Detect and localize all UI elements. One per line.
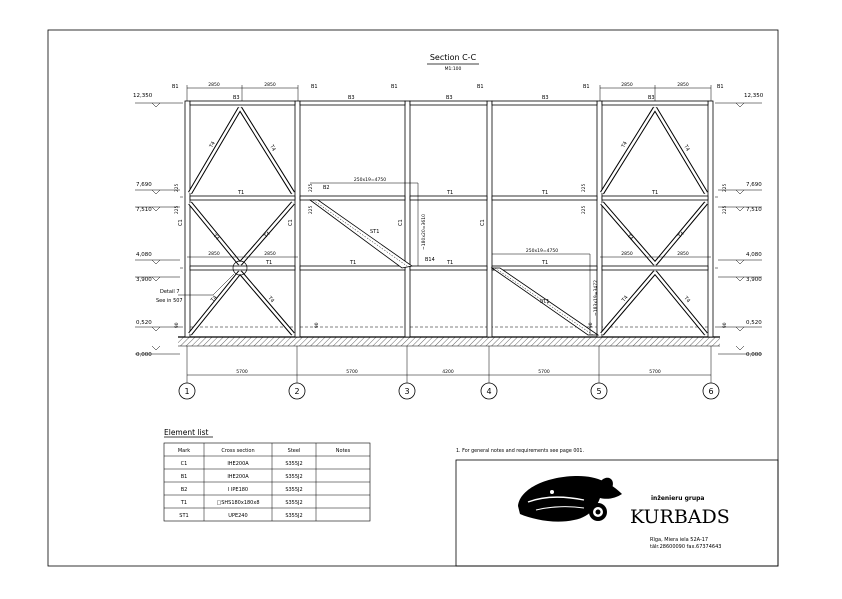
dim-label: 2850 xyxy=(208,252,220,257)
mark-t4: T4 xyxy=(209,294,219,304)
mark-t1: T1 xyxy=(447,260,454,266)
dim-90: 90 xyxy=(315,322,320,328)
mark-t1: T1 xyxy=(542,260,549,266)
level-right: 7,690 xyxy=(746,182,762,188)
dim-225: 225 xyxy=(582,183,587,192)
mark-b1: B1 xyxy=(172,84,179,90)
beam-t1 xyxy=(602,196,708,200)
table-header: Mark xyxy=(177,448,191,454)
dim-label: 2850 xyxy=(264,83,276,88)
mark-t1: T1 xyxy=(447,190,454,196)
mark-st1: ST1 xyxy=(370,229,380,235)
beam-t1 xyxy=(492,196,597,200)
mark-c1: C1 xyxy=(480,219,486,226)
table-cell: B1 xyxy=(180,474,188,480)
column-c1 xyxy=(405,101,410,337)
title-block xyxy=(456,460,778,566)
company-address: Rīga, Miera iela 52A-17 xyxy=(650,537,709,543)
mark-t4: T4 xyxy=(208,140,217,149)
table-cell: IHE200A xyxy=(227,474,249,480)
detail-label-line1: Detail 7 xyxy=(160,289,180,295)
level-left: 4,080 xyxy=(136,252,152,258)
dim-225: 225 xyxy=(309,183,314,192)
column-c1 xyxy=(295,101,300,337)
axis-spacing: 5700 xyxy=(649,370,661,375)
table-cell: S355J2 xyxy=(285,487,303,493)
table-header: Notes xyxy=(335,448,351,454)
table-cell: C1 xyxy=(180,461,188,467)
dim-225: 225 xyxy=(723,183,728,192)
mark-t4: T4 xyxy=(211,233,221,242)
mark-t4: T4 xyxy=(625,233,635,242)
dim-225: 225 xyxy=(175,205,180,214)
company-logo xyxy=(518,476,622,522)
beam-t1 xyxy=(410,266,487,270)
mark-t4: T4 xyxy=(263,230,272,240)
mark-st1: ST1 xyxy=(540,299,550,305)
dim-label: 2850 xyxy=(621,83,633,88)
table-cell: S355J2 xyxy=(285,500,303,506)
dim-90: 90 xyxy=(175,322,180,328)
drawing-scale: M1:100 xyxy=(444,67,462,72)
element-list xyxy=(164,428,370,521)
company-group: inženieru grupa xyxy=(651,495,705,502)
mark-c1: C1 xyxy=(288,219,294,226)
drawing-title-block xyxy=(427,53,479,72)
stair-dim-bottom-v: ~183x19=3472 xyxy=(594,280,599,316)
dim-label: 2850 xyxy=(621,252,633,257)
level-left: 3,900 xyxy=(136,277,152,283)
table-header: Steel xyxy=(287,448,301,454)
dim-label: 2850 xyxy=(677,252,689,257)
table-cell: ST1 xyxy=(179,513,189,519)
level-left: 7,690 xyxy=(136,182,152,188)
axis-label: 6 xyxy=(708,387,714,396)
level-right: 0,000 xyxy=(746,352,762,358)
stair-dim-bottom: 250x19=4750 xyxy=(525,249,559,254)
stair-dim-top: 250x19=4750 xyxy=(353,178,387,183)
dim-label: 2850 xyxy=(264,252,276,257)
mark-t1: T1 xyxy=(350,260,357,266)
column-c1 xyxy=(185,101,190,337)
dim-225: 225 xyxy=(723,205,728,214)
detail-label-line2: See in 507 xyxy=(156,298,183,304)
axis-label: 4 xyxy=(486,387,492,396)
level-right: 12,350 xyxy=(744,93,764,99)
table-cell: I IPE180 xyxy=(227,487,249,493)
dim-90: 90 xyxy=(723,322,728,328)
level-markers-right xyxy=(718,93,764,358)
mark-t1: T1 xyxy=(266,260,273,266)
mark-c1: C1 xyxy=(398,219,404,226)
mark-b3: B3 xyxy=(233,95,240,101)
level-left: 7,510 xyxy=(136,207,152,213)
axis-dimensions xyxy=(187,346,711,383)
table-cell: □SHS180x180x8 xyxy=(216,500,260,506)
mark-t4: T4 xyxy=(682,295,692,305)
table-header: Cross section xyxy=(221,448,255,454)
beam-t1 xyxy=(410,196,487,200)
axis-label: 2 xyxy=(294,387,300,396)
mark-t1: T1 xyxy=(238,190,245,196)
column-c1 xyxy=(487,101,492,337)
beam-t1 xyxy=(300,266,405,270)
mark-b3: B3 xyxy=(648,95,655,101)
level-right: 4,080 xyxy=(746,252,762,258)
dim-label: 2850 xyxy=(208,83,220,88)
beam-t1 xyxy=(190,196,295,200)
mark-t1: T1 xyxy=(542,190,549,196)
mark-b1: B1 xyxy=(717,84,724,90)
beam-b2 xyxy=(300,196,405,200)
axis-bubbles xyxy=(179,383,719,399)
beam-t1 xyxy=(190,266,295,270)
axis-spacing: 5700 xyxy=(538,370,550,375)
axis-label: 1 xyxy=(184,387,190,396)
level-left: 12,350 xyxy=(133,93,153,99)
beam-b3 xyxy=(190,101,295,105)
ground xyxy=(178,337,720,346)
beam-t1 xyxy=(602,266,708,270)
mark-b14: B14 xyxy=(425,257,435,263)
dim-label: 2850 xyxy=(677,83,689,88)
axis-spacing: 5700 xyxy=(236,370,248,375)
axis-spacing: 4200 xyxy=(442,370,454,375)
axis-spacing: 5700 xyxy=(346,370,358,375)
mark-c1: C1 xyxy=(178,219,184,226)
stair-dim-top-v: ~180x20=3610 xyxy=(422,214,427,250)
beams xyxy=(190,101,708,270)
dim-225: 225 xyxy=(175,183,180,192)
drawing-title: Section C-C xyxy=(429,53,477,62)
dim-225: 225 xyxy=(582,205,587,214)
mark-b2: B2 xyxy=(323,185,330,191)
mid-dimensions xyxy=(187,251,711,257)
mark-b3: B3 xyxy=(542,95,549,101)
dim-225: 225 xyxy=(309,205,314,214)
stair-st1-upper xyxy=(310,200,412,268)
level-left: 0,000 xyxy=(136,352,152,358)
mark-b3: B3 xyxy=(348,95,355,101)
table-cell: S355J2 xyxy=(285,513,303,519)
mark-b1: B1 xyxy=(583,84,590,90)
beam-t1 xyxy=(492,266,597,270)
beam-b3 xyxy=(492,101,597,105)
mark-t1: T1 xyxy=(652,190,659,196)
axis-label: 5 xyxy=(596,387,602,396)
table-cell: IHE200A xyxy=(227,461,249,467)
column-c1 xyxy=(708,101,713,337)
mark-b1: B1 xyxy=(477,84,484,90)
level-right: 7,510 xyxy=(746,207,762,213)
mark-t4: T4 xyxy=(620,140,629,149)
element-list-title: Element list xyxy=(164,428,209,437)
table-cell: T1 xyxy=(180,500,188,506)
company-name: KURBADS xyxy=(630,506,730,528)
company-phone: tālr.28600090 fax.67374643 xyxy=(650,544,722,550)
beam-b3 xyxy=(602,101,708,105)
table-cell: S355J2 xyxy=(285,474,303,480)
level-markers-left xyxy=(133,93,180,358)
table-cell: UPE240 xyxy=(228,513,248,519)
dim-90: 90 xyxy=(589,322,594,328)
table-cell: B2 xyxy=(180,487,188,493)
level-right: 0,520 xyxy=(746,320,762,326)
mark-b3: B3 xyxy=(446,95,453,101)
level-left: 0,520 xyxy=(136,320,152,326)
beam-b3 xyxy=(410,101,487,105)
mark-b1: B1 xyxy=(311,84,318,90)
mark-t4: T4 xyxy=(268,144,277,153)
mark-t4: T4 xyxy=(266,295,276,305)
general-note: 1. For general notes and requirements see page 001. xyxy=(456,449,584,454)
mark-t4: T4 xyxy=(682,144,691,153)
beam-b3 xyxy=(300,101,405,105)
mark-b1: B1 xyxy=(391,84,398,90)
table-cell: S355J2 xyxy=(285,461,303,467)
element-marks xyxy=(172,84,724,305)
mark-t4: T4 xyxy=(620,294,630,304)
mark-t4: T4 xyxy=(677,230,686,240)
level-right: 3,900 xyxy=(746,277,762,283)
axis-label: 3 xyxy=(404,387,410,396)
